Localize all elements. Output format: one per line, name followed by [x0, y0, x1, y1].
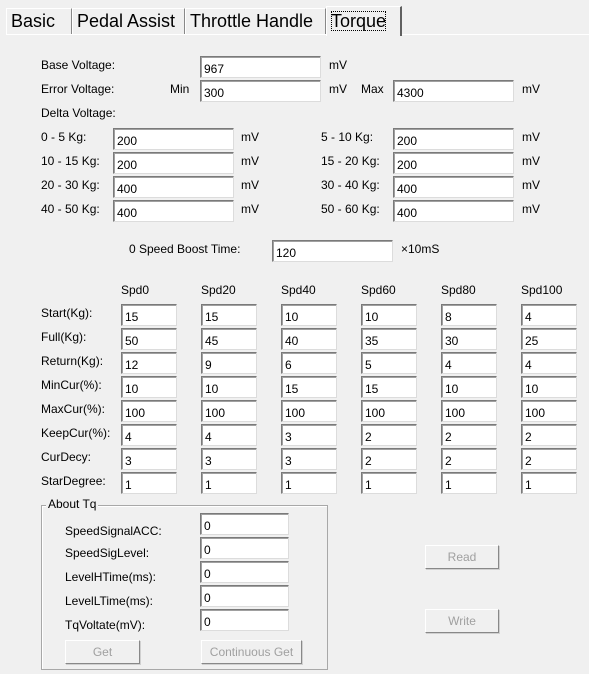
delta-input[interactable]: 200: [393, 152, 514, 174]
boost-time-input[interactable]: 120: [272, 240, 393, 262]
grid-cell-input[interactable]: 1: [361, 472, 417, 494]
tab-torque[interactable]: [326, 6, 402, 36]
about-field-label: LevelLTime(ms):: [65, 594, 154, 608]
about-field-label: SpeedSignalACC:: [65, 524, 162, 538]
delta-unit: mV: [241, 130, 259, 144]
grid-cell-input[interactable]: 45: [201, 328, 257, 350]
grid-row-label: StarDegree:: [41, 474, 106, 488]
grid-cell-input[interactable]: 1: [121, 472, 177, 494]
column-header: Spd40: [281, 283, 316, 297]
grid-cell-input[interactable]: 100: [441, 400, 497, 422]
grid-cell-input[interactable]: 2: [361, 424, 417, 446]
grid-row-label: MinCur(%):: [41, 378, 102, 392]
grid-cell-input[interactable]: 15: [361, 376, 417, 398]
grid-cell-input[interactable]: 2: [521, 448, 577, 470]
delta-voltage-label: Delta Voltage:: [41, 106, 116, 120]
error-min-label: Min: [170, 82, 190, 96]
column-header: Spd100: [521, 283, 563, 297]
delta-label: 0 - 5 Kg:: [41, 130, 87, 144]
get-button[interactable]: Get: [65, 640, 140, 664]
grid-cell-input[interactable]: 15: [201, 304, 257, 326]
grid-row-label: Full(Kg):: [41, 330, 87, 344]
tq-voltage-input[interactable]: 0: [200, 609, 289, 631]
grid-cell-input[interactable]: 10: [281, 304, 337, 326]
about-field-label: TqVoltate(mV):: [65, 618, 146, 632]
delta-label: 50 - 60 Kg:: [321, 202, 380, 216]
tab-pedal-assist-label: Pedal Assist: [77, 11, 176, 31]
error-min-input[interactable]: 300: [200, 80, 321, 102]
grid-cell-input[interactable]: 12: [121, 352, 177, 374]
grid-cell-input[interactable]: 10: [441, 376, 497, 398]
base-voltage-label: Base Voltage:: [41, 58, 116, 72]
grid-cell-input[interactable]: 1: [441, 472, 497, 494]
grid-cell-input[interactable]: 100: [121, 400, 177, 422]
grid-cell-input[interactable]: 8: [441, 304, 497, 326]
read-button[interactable]: Read: [425, 545, 499, 569]
delta-label: 5 - 10 Kg:: [321, 130, 374, 144]
grid-cell-input[interactable]: 10: [121, 376, 177, 398]
grid-cell-input[interactable]: 5: [361, 352, 417, 374]
grid-cell-input[interactable]: 4: [521, 304, 577, 326]
column-header: Spd20: [201, 283, 236, 297]
grid-cell-input[interactable]: 100: [281, 400, 337, 422]
grid-cell-input[interactable]: 15: [121, 304, 177, 326]
level-l-time-input[interactable]: 0: [200, 585, 289, 607]
delta-unit: mV: [241, 178, 259, 192]
speed-sig-level-input[interactable]: 0: [200, 537, 289, 559]
column-header: Spd0: [121, 283, 150, 297]
tab-throttle-handle[interactable]: [185, 8, 326, 34]
tab-pedal-assist[interactable]: [72, 8, 185, 34]
delta-label: 15 - 20 Kg:: [321, 154, 380, 168]
grid-cell-input[interactable]: 9: [201, 352, 257, 374]
grid-cell-input[interactable]: 100: [201, 400, 257, 422]
grid-cell-input[interactable]: 3: [121, 448, 177, 470]
error-max-unit: mV: [522, 82, 540, 96]
delta-label: 40 - 50 Kg:: [41, 202, 100, 216]
grid-cell-input[interactable]: 100: [361, 400, 417, 422]
column-header: Spd80: [441, 283, 476, 297]
error-voltage-label: Error Voltage:: [41, 82, 115, 96]
grid-row-label: CurDecy:: [41, 450, 92, 464]
delta-input[interactable]: 200: [393, 128, 514, 150]
grid-cell-input[interactable]: 2: [521, 424, 577, 446]
tab-basic[interactable]: [6, 8, 72, 34]
delta-unit: mV: [522, 154, 540, 168]
grid-cell-input[interactable]: 10: [361, 304, 417, 326]
grid-cell-input[interactable]: 4: [121, 424, 177, 446]
grid-cell-input[interactable]: 10: [201, 376, 257, 398]
delta-unit: mV: [241, 154, 259, 168]
about-field-label: LevelHTime(ms):: [65, 570, 156, 584]
delta-input[interactable]: 400: [113, 200, 234, 222]
grid-cell-input[interactable]: 4: [201, 424, 257, 446]
boost-time-label: 0 Speed Boost Time:: [129, 242, 241, 256]
grid-cell-input[interactable]: 2: [361, 448, 417, 470]
grid-row-label: MaxCur(%):: [41, 402, 106, 416]
grid-cell-input[interactable]: 1: [201, 472, 257, 494]
grid-cell-input[interactable]: 50: [121, 328, 177, 350]
grid-cell-input[interactable]: 15: [281, 376, 337, 398]
grid-cell-input[interactable]: 4: [441, 352, 497, 374]
delta-unit: mV: [522, 178, 540, 192]
about-field-label: SpeedSigLevel:: [65, 546, 150, 560]
tab-basic-label: Basic: [11, 11, 56, 31]
grid-cell-input[interactable]: 2: [441, 424, 497, 446]
grid-cell-input[interactable]: 10: [521, 376, 577, 398]
about-tq-title: About Tq: [48, 497, 97, 511]
grid-cell-input[interactable]: 2: [441, 448, 497, 470]
delta-unit: mV: [522, 202, 540, 216]
error-max-label: Max: [361, 82, 384, 96]
boost-time-unit: ×10mS: [401, 242, 440, 256]
continuous-get-button[interactable]: Continuous Get: [201, 640, 302, 664]
grid-cell-input[interactable]: 40: [281, 328, 337, 350]
grid-cell-input[interactable]: 3: [281, 448, 337, 470]
grid-cell-input[interactable]: 35: [361, 328, 417, 350]
delta-unit: mV: [522, 130, 540, 144]
delta-label: 10 - 15 Kg:: [41, 154, 100, 168]
speed-signal-acc-input[interactable]: 0: [200, 513, 289, 535]
delta-label: 30 - 40 Kg:: [321, 178, 380, 192]
delta-unit: mV: [241, 202, 259, 216]
grid-row-label: Return(Kg):: [41, 354, 104, 368]
grid-cell-input[interactable]: 100: [521, 400, 577, 422]
base-voltage-input[interactable]: 967: [200, 56, 321, 78]
delta-input[interactable]: 400: [113, 176, 234, 198]
grid-row-label: KeepCur(%):: [41, 426, 111, 440]
delta-input[interactable]: 400: [393, 176, 514, 198]
grid-cell-input[interactable]: 30: [441, 328, 497, 350]
delta-input[interactable]: 200: [113, 152, 234, 174]
level-h-time-input[interactable]: 0: [200, 561, 289, 583]
grid-row-label: Start(Kg):: [41, 306, 93, 320]
tab-strip-border: [6, 34, 589, 35]
grid-cell-input[interactable]: 6: [281, 352, 337, 374]
delta-label: 20 - 30 Kg:: [41, 178, 100, 192]
grid-cell-input[interactable]: 1: [281, 472, 337, 494]
grid-cell-input[interactable]: 3: [281, 424, 337, 446]
error-min-unit: mV: [329, 82, 347, 96]
grid-cell-input[interactable]: 25: [521, 328, 577, 350]
delta-input[interactable]: 400: [393, 200, 514, 222]
grid-cell-input[interactable]: 3: [201, 448, 257, 470]
tab-torque-label: Torque: [331, 11, 387, 31]
delta-input[interactable]: 200: [113, 128, 234, 150]
write-button[interactable]: Write: [425, 609, 499, 633]
grid-cell-input[interactable]: 1: [521, 472, 577, 494]
error-max-input[interactable]: 4300: [393, 80, 514, 102]
column-header: Spd60: [361, 283, 396, 297]
base-voltage-unit: mV: [329, 58, 347, 72]
grid-cell-input[interactable]: 4: [521, 352, 577, 374]
tab-throttle-handle-label: Throttle Handle: [190, 11, 314, 31]
